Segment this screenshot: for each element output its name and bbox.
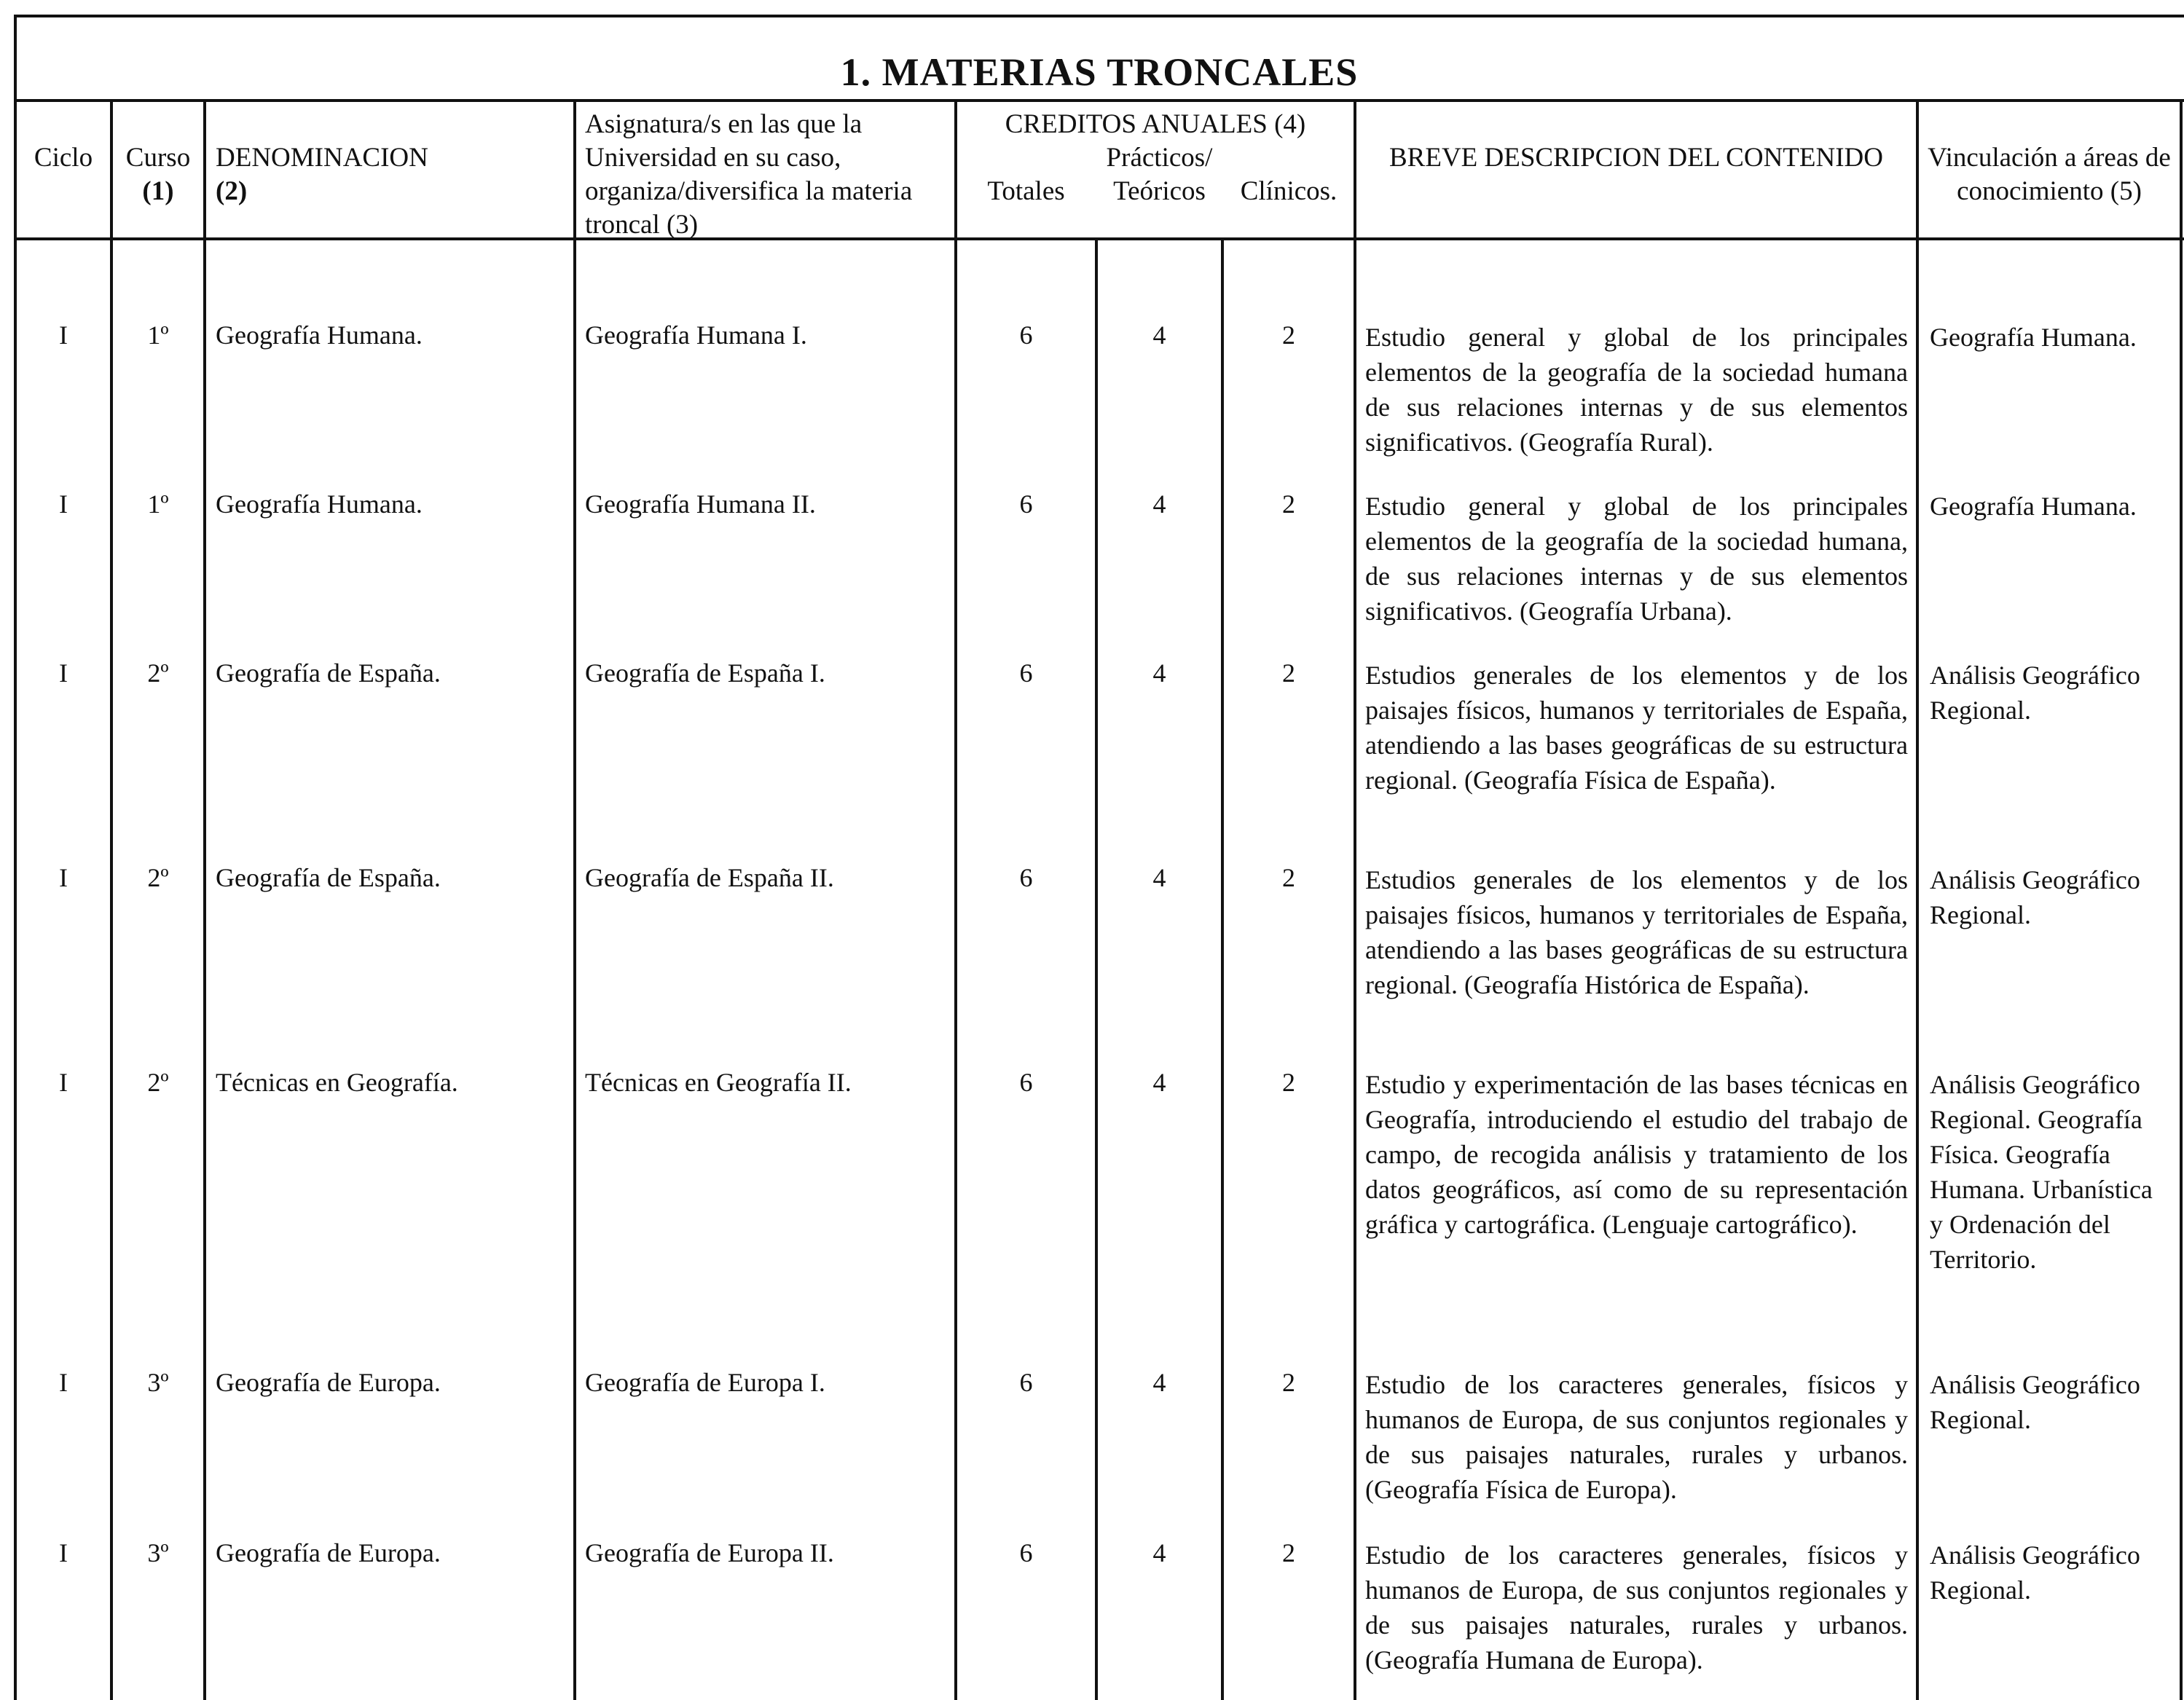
header-denominacion-label: DENOMINACION xyxy=(216,143,428,173)
header-denominacion-note: (2) xyxy=(216,176,248,206)
cell-descripcion: Estudio de los caracteres generales, físicos y humanos de Europa, de sus conjuntos regionales y de sus paisajes naturales, rurales y urbanos. (Geografía Física de Europa). xyxy=(1365,1370,1908,1504)
cell-totales: 6 xyxy=(1019,658,1033,688)
cell-totales: 6 xyxy=(1019,489,1033,519)
frame-left-border xyxy=(14,15,17,1700)
cell-asignatura: Geografía Humana I. xyxy=(585,320,807,350)
cell-areas: Análisis Geográfico Regional. xyxy=(1930,1540,2140,1605)
column-divider xyxy=(2180,99,2183,1700)
cell-totales: 6 xyxy=(1019,1068,1033,1097)
cell-curso: 1º xyxy=(147,489,169,519)
cell-clinicos: 2 xyxy=(1282,658,1295,688)
column-divider xyxy=(1095,237,1098,1700)
cell-ciclo: I xyxy=(59,489,68,519)
cell-ciclo: I xyxy=(59,1538,68,1567)
cell-areas: Análisis Geográfico Regional. Geografía Física. Geografía Humana. Urbanística y Ordenación del Territorio. xyxy=(1930,1070,2153,1274)
cell-descripcion: Estudios generales de los elementos y de los paisajes físicos, humanos y territoriales de España, atendiendo a las bases geográficas de su estructura regional. (Geografía Histórica de España). xyxy=(1365,865,1908,999)
column-divider xyxy=(1354,99,1356,1700)
header-denominacion xyxy=(216,141,565,208)
header-teoricos-label: Teóricos xyxy=(1113,176,1206,206)
header-ciclo: Ciclo xyxy=(34,143,93,173)
cell-practicos: 4 xyxy=(1152,1068,1166,1097)
cell-denominacion: Técnicas en Geografía. xyxy=(216,1068,458,1097)
cell-clinicos: 2 xyxy=(1282,1368,1295,1397)
column-divider xyxy=(203,99,206,1700)
cell-denominacion: Geografía Humana. xyxy=(216,320,423,350)
cell-asignatura: Geografía de España II. xyxy=(585,863,834,892)
header-practicos-label: Prácticos/ xyxy=(1106,143,1213,173)
cell-curso: 2º xyxy=(147,1068,169,1097)
header-totales: Totales xyxy=(987,176,1065,206)
cell-asignatura: Geografía de Europa II. xyxy=(585,1538,834,1567)
cell-areas: Análisis Geográfico Regional. xyxy=(1930,1370,2140,1434)
header-descripcion: BREVE DESCRIPCION DEL CONTENIDO xyxy=(1389,143,1883,173)
cell-descripcion: Estudio de los caracteres generales, físicos y humanos de Europa, de sus conjuntos regionales y de sus paisajes naturales, rurales y urbanos. (Geografía Humana de Europa). xyxy=(1365,1540,1908,1675)
cell-areas: Geografía Humana. xyxy=(1930,323,2137,352)
cell-asignatura: Geografía de Europa I. xyxy=(585,1368,825,1397)
cell-denominacion: Geografía Humana. xyxy=(216,489,423,519)
cell-curso: 3º xyxy=(147,1538,169,1567)
header-curso-label: Curso xyxy=(125,143,191,173)
cell-asignatura: Técnicas en Geografía II. xyxy=(585,1068,852,1097)
header-curso xyxy=(113,141,203,208)
cell-curso: 2º xyxy=(147,863,169,892)
cell-ciclo: I xyxy=(59,863,68,892)
cell-descripcion: Estudio y experimentación de las bases técnicas en Geografía, introduciendo el estudio del trabajo de campo, de recogida análisis y tratamiento de los datos geográficos, así como de su representación gráfica y cartográfica. (Lenguaje cartográfico). xyxy=(1365,1070,1908,1239)
cell-ciclo: I xyxy=(59,658,68,688)
cell-practicos: 4 xyxy=(1152,658,1166,688)
title-divider xyxy=(14,99,2184,102)
cell-ciclo: I xyxy=(59,1068,68,1097)
cell-clinicos: 2 xyxy=(1282,320,1295,350)
header-asignaturas: Asignatura/s en las que la Universidad en su caso, organiza/diversifica la materia troncal (3) xyxy=(585,109,913,240)
cell-areas: Geografía Humana. xyxy=(1930,492,2137,521)
header-vinculacion: Vinculación a áreas de conocimiento (5) xyxy=(1928,143,2171,206)
cell-curso: 2º xyxy=(147,658,169,688)
column-divider xyxy=(573,99,576,1700)
header-clinicos: Clínicos. xyxy=(1240,176,1337,206)
cell-totales: 6 xyxy=(1019,863,1033,892)
cell-descripcion: Estudio general y global de los principales elementos de la geografía de la sociedad humana, de sus relaciones internas y de sus elementos significativos. (Geografía Urbana). xyxy=(1365,492,1908,626)
cell-totales: 6 xyxy=(1019,1538,1033,1567)
cell-practicos: 4 xyxy=(1152,1368,1166,1397)
cell-clinicos: 2 xyxy=(1282,863,1295,892)
cell-practicos: 4 xyxy=(1152,863,1166,892)
header-creditos: CREDITOS ANUALES (4) xyxy=(1005,109,1306,139)
cell-asignatura: Geografía Humana II. xyxy=(585,489,816,519)
cell-ciclo: I xyxy=(59,1368,68,1397)
page-title: 1. MATERIAS TRONCALES xyxy=(840,50,1359,94)
cell-denominacion: Geografía de Europa. xyxy=(216,1368,441,1397)
cell-curso: 1º xyxy=(147,320,169,350)
header-curso-note: (1) xyxy=(142,176,174,206)
cell-totales: 6 xyxy=(1019,1368,1033,1397)
cell-clinicos: 2 xyxy=(1282,1068,1295,1097)
column-divider xyxy=(1916,99,1919,1700)
header-divider xyxy=(14,237,2184,240)
cell-ciclo: I xyxy=(59,320,68,350)
cell-areas: Análisis Geográfico Regional. xyxy=(1930,661,2140,725)
cell-descripcion: Estudio general y global de los principales elementos de la geografía de la sociedad humana de sus relaciones internas y de sus elementos significativos. (Geografía Rural). xyxy=(1365,323,1908,457)
cell-practicos: 4 xyxy=(1152,1538,1166,1567)
cell-clinicos: 2 xyxy=(1282,489,1295,519)
cell-denominacion: Geografía de España. xyxy=(216,863,441,892)
cell-clinicos: 2 xyxy=(1282,1538,1295,1567)
cell-descripcion: Estudios generales de los elementos y de los paisajes físicos, humanos y territoriales de España, atendiendo a las bases geográficas de su estructura regional. (Geografía Física de España). xyxy=(1365,661,1908,795)
cell-practicos: 4 xyxy=(1152,489,1166,519)
cell-areas: Análisis Geográfico Regional. xyxy=(1930,865,2140,929)
cell-denominacion: Geografía de España. xyxy=(216,658,441,688)
cell-denominacion: Geografía de Europa. xyxy=(216,1538,441,1567)
cell-practicos: 4 xyxy=(1152,320,1166,350)
cell-totales: 6 xyxy=(1019,320,1033,350)
column-divider xyxy=(1221,237,1224,1700)
cell-curso: 3º xyxy=(147,1368,169,1397)
cell-asignatura: Geografía de España I. xyxy=(585,658,825,688)
header-practicos xyxy=(1098,141,1221,208)
